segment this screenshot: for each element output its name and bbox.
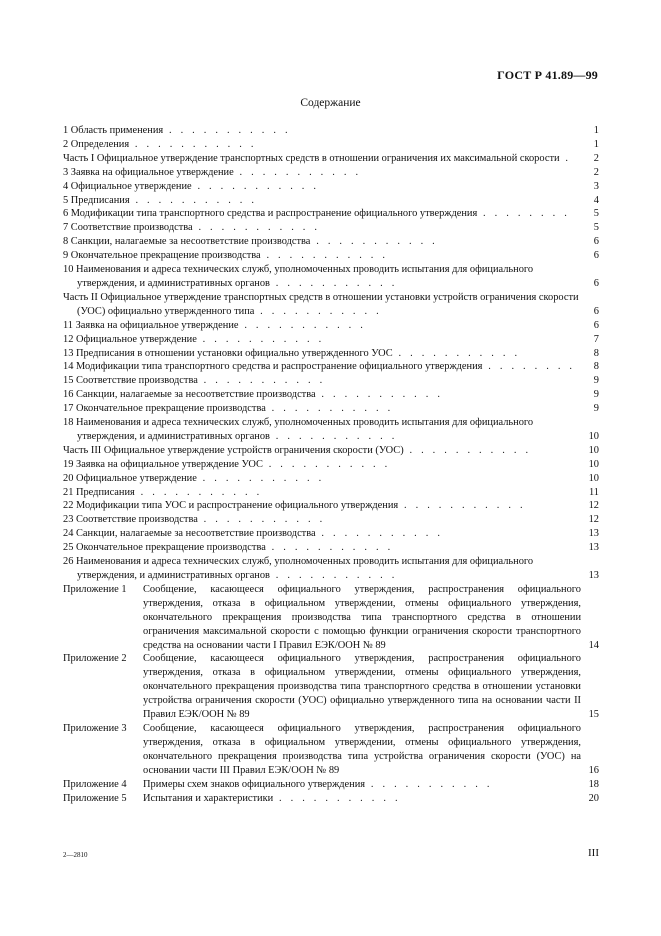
appendix-name: Приложение 5: [63, 792, 127, 804]
toc-entry[interactable]: [63, 444, 599, 458]
toc-entry-page: 9: [593, 403, 599, 415]
toc-entry[interactable]: [63, 249, 599, 263]
dot-leader: . . . . . . . . . . .: [197, 375, 326, 387]
toc-entry-page: 4: [593, 194, 599, 206]
toc-entry[interactable]: [63, 555, 599, 583]
toc-entry-page: 9: [593, 389, 599, 401]
toc-entry[interactable]: [63, 513, 599, 527]
toc-entry-title: 4 Официальное утверждение: [63, 180, 192, 192]
toc-entry[interactable]: [63, 402, 599, 416]
dot-leader: . . . . . . . . . . .: [196, 333, 325, 345]
dot-leader: . . . . . . . . . . .: [260, 250, 389, 262]
toc-entry[interactable]: [63, 221, 599, 235]
toc-entry-page: 9: [593, 375, 599, 387]
dot-leader: . . . . . . . . . . .: [273, 792, 401, 804]
toc-entry-title: 3 Заявка на официальное утверждение: [63, 166, 234, 178]
appendix-title: Сообщение, касающееся официального утверждения, распространения официального утверждения, отказа в официальном утверждении, отмены официального утверждения, окончательного прекращения производства типа транспортного средства в отношении установки устройства ограничения скорости (УОС) официально утвержденного типа на основании части II Правил ЕЭК/ООН № 89: [143, 653, 581, 721]
appendix-title: Сообщение, касающееся официального утверждения, распространения официального утверждения, отказа в официальном утверждении, отмены официального утверждения, окончательного прекращения производства типа транспортного средства в отношении ограничения максимальной скорости с помощью функции ограничения скорости транспортного средства на основании части I Правил ЕЭК/ООН № 89: [143, 583, 581, 651]
standard-code: ГОСТ Р 41.89—99: [497, 68, 598, 82]
toc-entry-page: 10: [588, 430, 599, 442]
toc-entry-page: 6: [593, 319, 599, 331]
toc-entry-title: 5 Предписания: [63, 194, 130, 206]
toc-entry[interactable]: [63, 527, 599, 541]
toc-entry[interactable]: [63, 124, 599, 138]
toc-appendix[interactable]: [63, 792, 599, 806]
dot-leader: . . . . . . . . . . .: [238, 319, 367, 331]
appendix-page: 20: [588, 792, 599, 804]
toc-entry-title: 11 Заявка на официальное утверждение: [63, 319, 239, 331]
appendix-name: Приложение 4: [63, 778, 127, 790]
toc-entry-title: 9 Окончательное прекращение производства: [63, 250, 261, 262]
toc-entry-page: 2: [593, 152, 599, 164]
dot-leader: . . . . . . . . . . .: [129, 194, 258, 206]
toc-entry[interactable]: [63, 263, 599, 291]
toc-entry-title: Часть II Официальное утверждение транспортных средств в отношении установки устройств ограничения скорости (УОС) официально утвержденного типа: [63, 291, 579, 317]
toc-entry-page: 6: [593, 277, 599, 289]
toc-entry-page: 7: [593, 333, 599, 345]
toc-entry-title: 21 Предписания: [63, 486, 135, 498]
toc-entry[interactable]: [63, 138, 599, 152]
toc-entry[interactable]: [63, 333, 599, 347]
dot-leader: . . . . . . . . . . .: [265, 403, 394, 415]
toc-entry[interactable]: [63, 541, 599, 555]
appendix-name: Приложение 2: [63, 653, 127, 665]
appendix-title: Сообщение, касающееся официального утверждения, распространения официального утверждения, отказа в официальном утверждении, отмены официального утверждения, окончательного прекращения производства типа устройства ограничения скорости (УОС) на основании части III Правил ЕЭК/ООН № 89: [143, 722, 581, 776]
toc-entry-title: 2 Определения: [63, 138, 130, 150]
toc-entry-page: 5: [593, 222, 599, 234]
toc-entry[interactable]: [63, 458, 599, 472]
toc-entry-page: 6: [593, 236, 599, 248]
dot-leader: . . . . . . . . . . .: [315, 528, 444, 540]
toc-entry-title: 14 Модификации типа транспортного средства и распространение официального утверждения: [63, 361, 483, 373]
toc-entry[interactable]: [63, 291, 599, 319]
appendix-name: Приложение 1: [63, 583, 127, 595]
toc-entry-title: 8 Санкции, налагаемые за несоответствие производства: [63, 236, 311, 248]
dot-leader: . . . . . . . . . . .: [233, 166, 362, 178]
toc-entry-page: 5: [593, 208, 599, 220]
dot-leader: . . . . . . . . . . .: [262, 458, 391, 470]
dot-leader: . . . . . . . . . . .: [196, 472, 325, 484]
toc-entry[interactable]: [63, 360, 599, 374]
toc-entry[interactable]: [63, 486, 599, 500]
print-code: 2—2810: [63, 851, 88, 859]
toc-entry-page: 10: [588, 472, 599, 484]
appendix-title: Примеры схем знаков официального утверждения: [143, 778, 366, 790]
toc-entry-page: 2: [593, 166, 599, 178]
dot-leader: . . . . . . . . . . .: [197, 514, 326, 526]
toc-entry-page: 1: [593, 125, 599, 136]
dot-leader: . . . . . . . . . . .: [269, 430, 398, 442]
appendix-page: 16: [588, 764, 599, 776]
toc-entry-title: 20 Официальное утверждение: [63, 472, 197, 484]
toc-title: Содержание: [300, 97, 361, 109]
toc-appendix[interactable]: [63, 583, 599, 653]
toc-entry[interactable]: [63, 319, 599, 333]
toc-entry-page: 12: [588, 500, 599, 512]
toc-entry-page: 11: [588, 486, 599, 498]
dot-leader: . . . . . . . . . . .: [191, 180, 320, 192]
toc-entry[interactable]: [63, 388, 599, 402]
dot-leader: . . . . . . . . . . .: [129, 138, 257, 150]
dot-leader: . . . . . . . . . . .: [269, 277, 398, 289]
toc-appendix[interactable]: [63, 778, 599, 792]
toc-entry-title: 24 Санкции, налагаемые за несоответствие производства: [63, 528, 316, 540]
toc-entry-title: 7 Соответствие производства: [63, 222, 193, 234]
dot-leader: . . . . . . . . . . .: [134, 486, 263, 498]
appendix-title: Испытания и характеристики: [143, 792, 274, 804]
toc-entry[interactable]: [63, 235, 599, 249]
toc-entry-page: 8: [593, 347, 599, 359]
toc-entry-title: 13 Предписания в отношении установки официально утвержденного УОС: [63, 347, 393, 359]
toc-entry[interactable]: [63, 416, 599, 444]
toc-entry-title: 26 Наименования и адреса технических служб, уполномоченных проводить испытания для официального утверждения, и административных органов: [63, 556, 534, 581]
dot-leader: . . . . . . . .: [482, 361, 576, 373]
toc-entry[interactable]: [63, 347, 599, 361]
toc-entry-page: 8: [593, 361, 599, 373]
toc-entry-page: 10: [588, 458, 599, 470]
table-of-contents: [63, 124, 599, 805]
dot-leader: .: [559, 152, 572, 164]
page-number: III: [588, 847, 599, 859]
appendix-page: 18: [588, 778, 599, 790]
toc-entry[interactable]: [63, 207, 599, 221]
dot-leader: . . . . . . . . . . .: [254, 305, 382, 317]
toc-entry[interactable]: [63, 499, 599, 513]
appendix-page: 14: [588, 639, 599, 651]
toc-entry-title: Часть I Официальное утверждение транспортных средств в отношении ограничения их максимальной скорости: [63, 152, 560, 164]
toc-entry-title: 6 Модификации типа транспортного средства и распространение официального утверждения: [63, 208, 478, 220]
toc-entry[interactable]: [63, 152, 599, 166]
toc-entry-title: 10 Наименования и адреса технических служб, уполномоченных проводить испытания для официального утверждения, и административных органов: [63, 264, 534, 289]
toc-entry-title: 23 Соответствие производства: [63, 514, 198, 526]
toc-entry-title: 19 Заявка на официальное утверждение УОС: [63, 458, 263, 470]
toc-entry[interactable]: [63, 166, 599, 180]
toc-appendix[interactable]: [63, 652, 599, 722]
toc-entry-title: Часть III Официальное утверждение устройств ограничения скорости (УОС): [63, 444, 404, 456]
toc-entry[interactable]: [63, 374, 599, 388]
toc-appendix[interactable]: [63, 722, 599, 778]
toc-entry-title: 1 Область применения: [63, 125, 164, 136]
toc-entry-title: 16 Санкции, налагаемые за несоответствие производства: [63, 389, 316, 401]
toc-entry-page: 13: [588, 570, 599, 581]
dot-leader: . . . . . . . . . . .: [192, 222, 321, 234]
dot-leader: . . . . . . . . . . .: [265, 542, 394, 554]
toc-entry-page: 12: [588, 514, 599, 526]
dot-leader: . . . . . . . .: [477, 208, 571, 220]
toc-entry-title: 22 Модификации типа УОС и распространение официального утверждения: [63, 500, 399, 512]
toc-entry[interactable]: [63, 180, 599, 194]
toc-entry-title: 17 Окончательное прекращение производства: [63, 403, 266, 415]
dot-leader: . . . . . . . . . . .: [403, 444, 532, 456]
toc-entry-title: 15 Соответствие производства: [63, 375, 198, 387]
toc-entry-title: 25 Окончательное прекращение производства: [63, 542, 266, 554]
dot-leader: . . . . . . . . . . .: [269, 570, 398, 581]
toc-entry-title: 12 Официальное утверждение: [63, 333, 197, 345]
appendix-name: Приложение 3: [63, 722, 127, 734]
toc-entry-page: 3: [593, 180, 599, 192]
toc-entry-page: 1: [593, 138, 599, 150]
toc-entry-page: 13: [588, 542, 599, 554]
toc-entry-title: 18 Наименования и адреса технических служб, уполномоченных проводить испытания для официального утверждения, и административных органов: [63, 417, 534, 442]
appendix-page: 15: [588, 709, 599, 721]
toc-entry-page: 10: [588, 444, 599, 456]
dot-leader: . . . . . . . . . . .: [310, 236, 438, 248]
dot-leader: . . . . . . . . . . .: [163, 125, 291, 136]
dot-leader: . . . . . . . . . . .: [398, 500, 526, 512]
toc-entry-page: 6: [593, 305, 599, 317]
toc-entry[interactable]: [63, 472, 599, 486]
toc-entry-page: 13: [588, 528, 599, 540]
dot-leader: . . . . . . . . . . .: [392, 347, 521, 359]
toc-entry-page: 6: [593, 250, 599, 262]
dot-leader: . . . . . . . . . . .: [315, 389, 444, 401]
dot-leader: . . . . . . . . . . .: [365, 778, 493, 790]
toc-entry[interactable]: [63, 194, 599, 208]
